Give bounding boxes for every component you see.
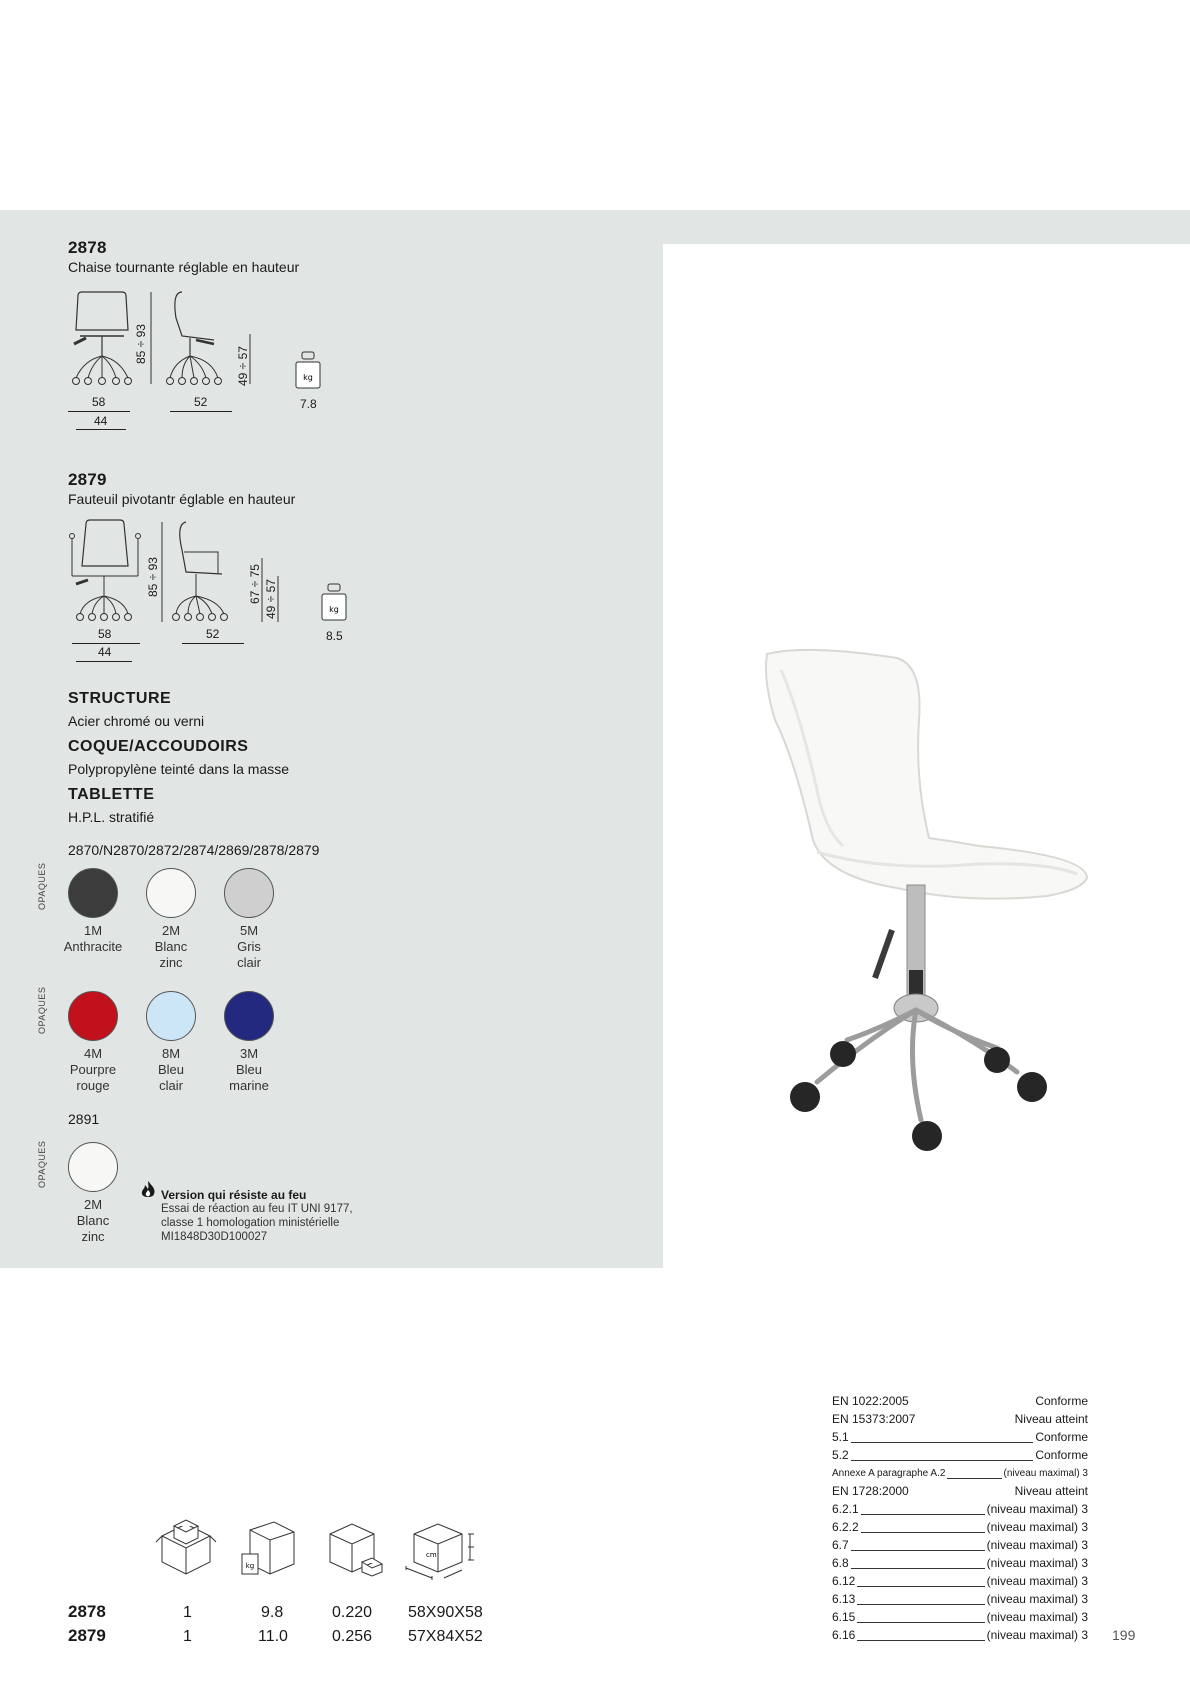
height-dimension: 85 ÷ 93 [134, 324, 148, 364]
seat-height-dimension: 49 ÷ 57 [264, 579, 278, 619]
standard-result: (niveau maximal) 3 [986, 1520, 1088, 1534]
package-volume-icon [326, 1520, 386, 1580]
weight-icon-label: kg [303, 373, 313, 382]
packaging-table [68, 1602, 518, 1652]
product-code: 2879 [68, 470, 107, 489]
color-label: 3M Bleu marine [229, 1046, 269, 1093]
color-swatch-gris-clair [224, 868, 274, 918]
fire-version-title: Version qui résiste au feu [161, 1188, 307, 1202]
color-swatch-pourpre-rouge [68, 991, 118, 1041]
color-label: 8M Bleu clair [157, 1046, 185, 1093]
standard-result: Niveau atteint [1014, 1412, 1088, 1426]
standard-name: 5.2 [832, 1448, 849, 1462]
fire-version-text: Essai de réaction au feu IT UNI 9177, classe 1 homologation ministérielle MI1848D30D100027 [161, 1203, 353, 1243]
standards-row [832, 1393, 1088, 1411]
seat-height-dimension: 49 ÷ 57 [236, 346, 250, 386]
dimension-line [72, 643, 140, 644]
standard-name: 6.2.1 [832, 1502, 859, 1516]
product-description: Fauteuil pivotantr églable en hauteur [68, 491, 296, 507]
section-title: TABLETTE [68, 786, 155, 803]
standard-name: 6.12 [832, 1574, 856, 1588]
standard-result: (niveau maximal) 3 [986, 1610, 1088, 1624]
package-size: 58X90X58 [408, 1604, 483, 1621]
section-title: COQUE/ACCOUDOIRS [68, 738, 249, 755]
page-number: 199 [1112, 1627, 1136, 1643]
standards-row [832, 1519, 1088, 1537]
package-volume: 0.220 [332, 1604, 373, 1621]
section-text: Polypropylène teinté dans la masse [68, 761, 290, 777]
color-swatch-anthracite [68, 868, 118, 918]
product-code: 2878 [68, 238, 107, 257]
package-qty: 1 [183, 1604, 192, 1621]
color-group-codes: 2870/N2870/2872/2874/2869/2878/2879 [68, 842, 320, 858]
section-title: STRUCTURE [68, 690, 172, 707]
package-weight-icon [236, 1520, 298, 1580]
opaques-label: OPAQUES [37, 862, 47, 910]
opaques-label: OPAQUES [37, 986, 47, 1034]
base-depth-dimension: 44 [98, 645, 112, 659]
standard-result: Conforme [1035, 1448, 1088, 1462]
standard-result: Niveau atteint [1014, 1484, 1088, 1498]
dimension-line [182, 643, 244, 644]
standards-row [832, 1501, 1088, 1519]
dimension-line [76, 429, 126, 430]
color-label: 2M Blanc zinc [76, 1197, 110, 1244]
standard-result: (niveau maximal) 3 [986, 1556, 1088, 1570]
standards-row [832, 1537, 1088, 1555]
standards-row [832, 1465, 1088, 1483]
package-weight-label: kg [245, 1562, 255, 1570]
package-volume: 0.256 [332, 1628, 373, 1645]
section-text: H.P.L. stratifié [68, 809, 155, 825]
weight-icon [320, 582, 350, 626]
width-dimension: 58 [98, 627, 112, 641]
standard-name: EN 15373:2007 [832, 1412, 916, 1426]
standards-table [832, 1393, 1088, 1645]
base-depth-dimension: 44 [94, 414, 108, 428]
standard-name: 6.8 [832, 1556, 849, 1570]
weight-value: 7.8 [300, 397, 317, 411]
standards-row [832, 1447, 1088, 1465]
standard-result: (niveau maximal) 3 [1003, 1468, 1088, 1479]
standard-name: 6.13 [832, 1592, 856, 1606]
standard-name: EN 1022:2005 [832, 1394, 909, 1408]
arm-height-dimension: 67 ÷ 75 [248, 564, 262, 604]
standard-name: Annexe A paragraphe A.2 [832, 1468, 946, 1479]
product-description: Chaise tournante réglable en hauteur [68, 259, 300, 275]
package-quantity-icon [152, 1512, 222, 1578]
standard-result: (niveau maximal) 3 [986, 1502, 1088, 1516]
standard-result: Conforme [1035, 1430, 1088, 1444]
color-swatch-bleu-marine [224, 991, 274, 1041]
standards-row [832, 1609, 1088, 1627]
standard-result: (niveau maximal) 3 [986, 1628, 1088, 1642]
dimension-line [76, 661, 132, 662]
top-background-band [0, 210, 1190, 244]
weight-value: 8.5 [326, 629, 343, 643]
standard-name: 6.16 [832, 1628, 856, 1642]
standards-row [832, 1429, 1088, 1447]
package-qty: 1 [183, 1628, 192, 1645]
standards-row [832, 1483, 1088, 1501]
standards-row [832, 1627, 1088, 1645]
standards-row [832, 1411, 1088, 1429]
dimension-line [68, 411, 130, 412]
dimension-line [170, 411, 232, 412]
width-dimension: 58 [92, 395, 106, 409]
standard-result: (niveau maximal) 3 [986, 1592, 1088, 1606]
standards-row [832, 1555, 1088, 1573]
section-text: Acier chromé ou verni [68, 713, 205, 729]
height-dimension: 85 ÷ 93 [146, 557, 160, 597]
color-group-codes: 2891 [68, 1111, 100, 1127]
flame-icon [139, 1180, 157, 1200]
package-code: 2879 [68, 1626, 106, 1645]
standard-name: 6.15 [832, 1610, 856, 1624]
side-depth-dimension: 52 [206, 627, 220, 641]
standard-name: 5.1 [832, 1430, 849, 1444]
standard-result: (niveau maximal) 3 [986, 1574, 1088, 1588]
standard-name: 6.7 [832, 1538, 849, 1552]
standards-row [832, 1591, 1088, 1609]
standards-row [832, 1573, 1088, 1591]
opaques-label: OPAQUES [37, 1140, 47, 1188]
product-photo-chair [747, 640, 1093, 1236]
weight-icon [294, 350, 324, 394]
color-label: 1M Anthracite [63, 923, 123, 954]
color-swatch-blanc-zinc [68, 1142, 118, 1192]
package-size: 57X84X52 [408, 1628, 483, 1645]
color-label: 4M Pourpre rouge [69, 1046, 117, 1093]
package-weight: 11.0 [258, 1628, 288, 1645]
standard-result: (niveau maximal) 3 [986, 1538, 1088, 1552]
weight-icon-label: kg [329, 605, 339, 614]
color-label: 5M Gris clair [237, 923, 261, 970]
standard-name: 6.2.2 [832, 1520, 859, 1534]
color-label: 2M Blanc zinc [154, 923, 188, 970]
side-depth-dimension: 52 [194, 395, 208, 409]
package-weight: 9.8 [261, 1604, 284, 1621]
package-dimensions-label: cm [426, 1551, 437, 1559]
color-swatch-bleu-clair [146, 991, 196, 1041]
standard-result: Conforme [1035, 1394, 1088, 1408]
color-swatch-blanc-zinc [146, 868, 196, 918]
package-code: 2878 [68, 1602, 106, 1621]
standard-name: EN 1728:2000 [832, 1484, 909, 1498]
package-dimensions-icon [402, 1520, 486, 1582]
